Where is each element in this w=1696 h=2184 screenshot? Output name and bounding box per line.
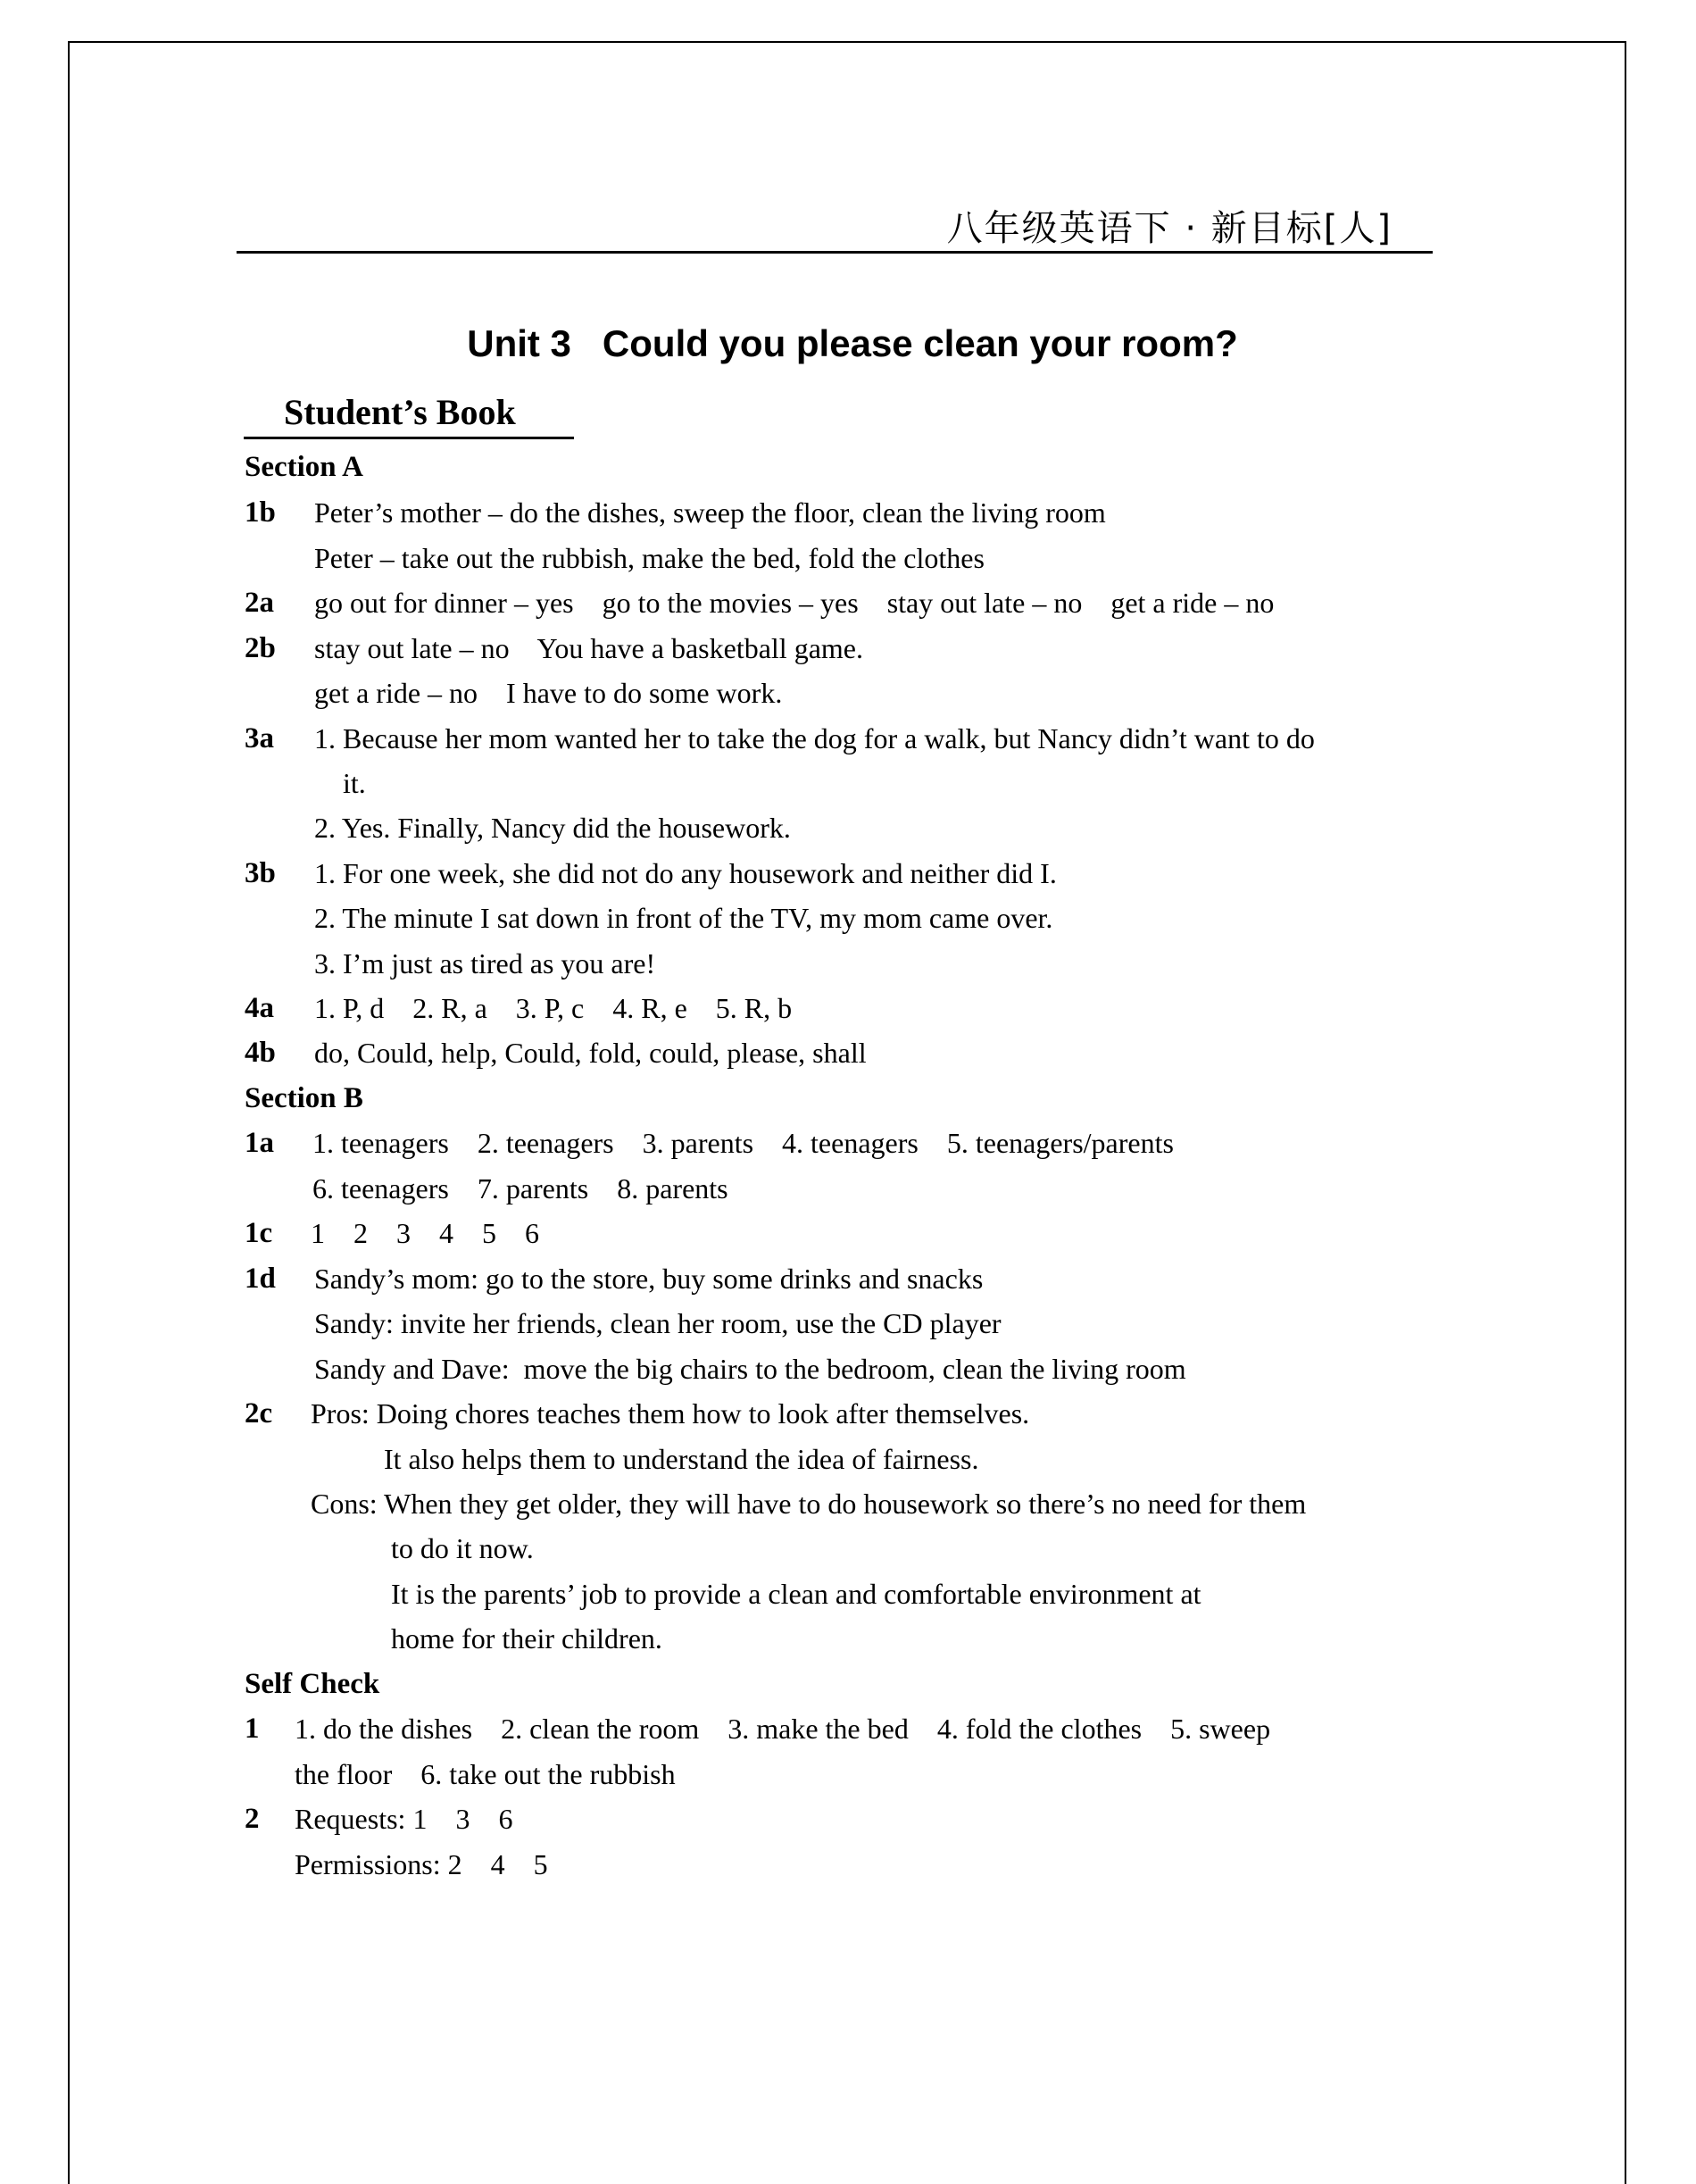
answer-line: get a ride – no I have to do some work. <box>314 677 783 709</box>
answer-label: 4b <box>245 1037 276 1069</box>
answer-line: 1. Because her mom wanted her to take the dog for a walk, but Nancy didn’t want to do <box>314 722 1315 754</box>
answer-label: 1 <box>245 1713 260 1745</box>
answer-label: 1d <box>245 1263 276 1295</box>
answer-line: Cons: When they get older, they will have to do housework so there’s no need for them <box>311 1488 1307 1520</box>
answer-line: it. <box>343 767 366 799</box>
answer-line: It also helps them to understand the idea of fairness. <box>384 1443 979 1475</box>
answer-line: Peter – take out the rubbish, make the bed, fold the clothes <box>314 542 985 574</box>
section-a-heading: Section A <box>245 451 363 483</box>
answer-line: stay out late – no You have a basketball game. <box>314 632 863 664</box>
answer-line: 6. teenagers 7. parents 8. parents <box>312 1172 728 1205</box>
answer-label: 3b <box>245 857 276 889</box>
answer-line: Requests: 1 3 6 <box>295 1803 513 1835</box>
answer-line: 1. do the dishes 2. clean the room 3. make the bed 4. fold the clothes 5. sweep <box>295 1713 1271 1745</box>
answer-line: 1 2 3 4 5 6 <box>311 1217 539 1249</box>
answer-line: 3. I’m just as tired as you are! <box>314 947 656 979</box>
answer-label: 4a <box>245 992 274 1024</box>
answer-label: 1a <box>245 1127 274 1159</box>
answer-line: 1. teenagers 2. teenagers 3. parents 4. teenagers 5. teenagers/parents <box>312 1127 1174 1159</box>
answer-line: Sandy and Dave: move the big chairs to the bedroom, clean the living room <box>314 1353 1186 1385</box>
students-book-underline <box>244 437 574 439</box>
answer-line: do, Could, help, Could, fold, could, please, shall <box>314 1037 867 1069</box>
answer-line: home for their children. <box>391 1622 662 1655</box>
self-check-heading: Self Check <box>245 1668 380 1700</box>
answer-label: 2b <box>245 632 276 664</box>
section-b-heading: Section B <box>245 1082 363 1114</box>
answer-line: It is the parents’ job to provide a clean and comfortable environment at <box>391 1578 1201 1610</box>
answer-line: 1. For one week, she did not do any housework and neither did I. <box>314 857 1057 889</box>
running-header: 八年级英语下 · 新目标[人] <box>946 208 1393 249</box>
answer-line: Pros: Doing chores teaches them how to look after themselves. <box>311 1397 1030 1430</box>
answer-line: 2. Yes. Finally, Nancy did the housework. <box>314 812 791 844</box>
answer-label: 3a <box>245 722 274 754</box>
answer-line: the floor 6. take out the rubbish <box>295 1758 676 1790</box>
answer-line: Sandy’s mom: go to the store, buy some drinks and snacks <box>314 1263 984 1295</box>
answer-label: 2c <box>245 1397 273 1430</box>
answer-line: Permissions: 2 4 5 <box>295 1848 548 1880</box>
answer-line: to do it now. <box>391 1532 534 1564</box>
answer-label: 2 <box>245 1803 260 1835</box>
answer-line: go out for dinner – yes go to the movies – yes stay out late – no get a ride – no <box>314 587 1275 619</box>
answer-line: Peter’s mother – do the dishes, sweep the floor, clean the living room <box>314 496 1106 529</box>
answer-label: 1b <box>245 496 276 529</box>
answer-line: 2. The minute I sat down in front of the TV, my mom came over. <box>314 902 1053 934</box>
answer-label: 1c <box>245 1217 273 1249</box>
students-book-heading: Student’s Book <box>284 392 516 432</box>
answer-label: 2a <box>245 587 274 619</box>
answer-line: 1. P, d 2. R, a 3. P, c 4. R, e 5. R, b <box>314 992 793 1024</box>
answer-line: Sandy: invite her friends, clean her room, use the CD player <box>314 1307 1002 1339</box>
header-rule <box>237 251 1433 254</box>
unit-title: Unit 3 Could you please clean your room? <box>467 322 1238 364</box>
